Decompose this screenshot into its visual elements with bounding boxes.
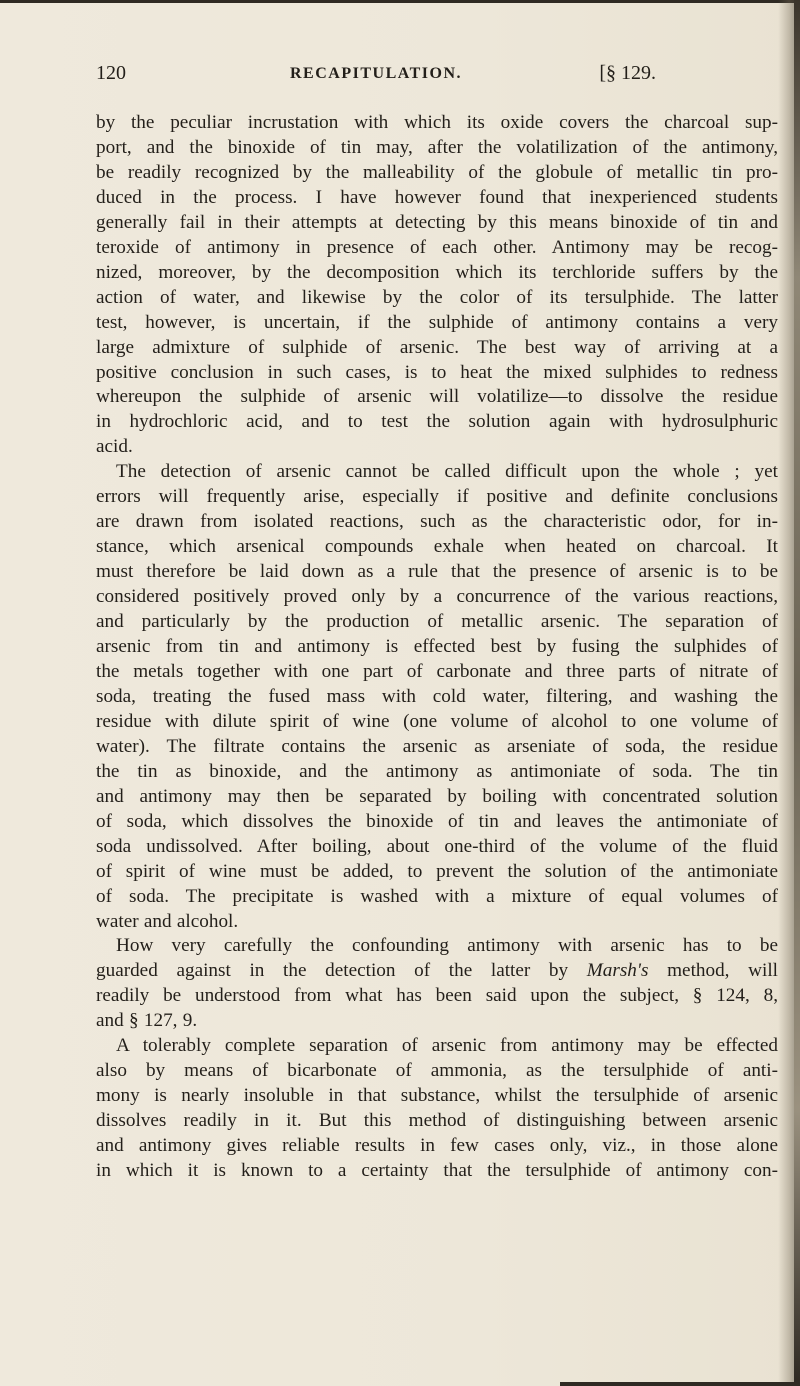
text-line: stance, which arsenical compounds exhale when heated on charcoal. It bbox=[96, 536, 778, 558]
text-line: considered positively proved only by a concurrence of the various reactions, bbox=[96, 586, 778, 608]
text-line: action of water, and likewise by the color of its tersulphide. The latter bbox=[96, 286, 778, 308]
text-line: errors will frequently arise, especially if positive and definite conclusions bbox=[96, 486, 778, 508]
page-edge-spine bbox=[794, 0, 800, 1386]
text-line: A tolerably complete separation of arsenic from antimony may be effected bbox=[116, 1035, 778, 1057]
text-line: of soda. The precipitate is washed with a mixture of equal volumes of bbox=[96, 885, 778, 907]
text-line: are drawn from isolated reactions, such as the characteristic odor, for in- bbox=[96, 511, 778, 533]
text-line: of soda, which dissolves the binoxide of tin and leaves the antimoniate of bbox=[96, 810, 778, 832]
text-line: residue with dilute spirit of wine (one volume of alcohol to one volume of bbox=[96, 710, 778, 732]
text-line: and § 127, 9. bbox=[96, 1010, 198, 1032]
text-line: whereupon the sulphide of arsenic will volatilize—to dissolve the residue bbox=[96, 386, 778, 408]
text-line: in which it is known to a certainty that the tersulphide of antimony con- bbox=[96, 1160, 778, 1182]
text-line: be readily recognized by the malleability of the globule of metallic tin pro- bbox=[96, 161, 778, 183]
text-line: the metals together with one part of carbonate and three parts of nitrate of bbox=[96, 660, 778, 682]
text-line: duced in the process. I have however found that inexperienced students bbox=[96, 186, 778, 208]
text-line: the tin as binoxide, and the antimony as antimoniate of soda. The tin bbox=[96, 760, 778, 782]
text-line: by the peculiar incrustation with which its oxide covers the charcoal sup- bbox=[96, 112, 778, 133]
bottom-edge-line bbox=[560, 1382, 800, 1386]
text-line: generally fail in their attempts at detecting by this means binoxide of tin and bbox=[96, 211, 778, 233]
text-line: water). The filtrate contains the arsenic as arseniate of soda, the residue bbox=[96, 735, 778, 757]
text-line: water and alcohol. bbox=[96, 910, 239, 932]
text-segment: guarded against in the detection of the latter by bbox=[96, 960, 587, 982]
text-line: How very carefully the confounding antimony with arsenic has to be bbox=[116, 935, 778, 957]
text-line: teroxide of antimony in presence of each other. Antimony may be recog- bbox=[96, 236, 778, 258]
text-line: positive conclusion in such cases, is to heat the mixed sulphides to redness bbox=[96, 361, 778, 383]
text-line bbox=[96, 959, 778, 984]
text-line: and particularly by the production of metallic arsenic. The separation of bbox=[96, 611, 778, 633]
text-line: must therefore be laid down as a rule that the presence of arsenic is to be bbox=[96, 561, 778, 583]
text-line: soda, treating the fused mass with cold water, filtering, and washing the bbox=[96, 685, 778, 707]
running-title: RECAPITULATION. bbox=[290, 65, 462, 82]
text-line: nized, moreover, by the decomposition which its terchloride suffers by the bbox=[96, 261, 778, 283]
text-line: soda undissolved. After boiling, about one-third of the volume of the fluid bbox=[96, 835, 778, 857]
text-line: large admixture of sulphide of arsenic. The best way of arriving at a bbox=[96, 336, 778, 358]
page-number: 120 bbox=[96, 62, 126, 84]
running-header bbox=[96, 62, 656, 92]
text-line: of spirit of wine must be added, to prevent the solution of the antimoniate bbox=[96, 860, 778, 882]
text-line: readily be understood from what has been said upon the subject, § 124, 8, bbox=[96, 985, 778, 1007]
section-reference: [§ 129. bbox=[599, 62, 656, 84]
body-text bbox=[96, 111, 778, 1184]
top-edge-line bbox=[0, 0, 800, 3]
italic-name: Marsh's bbox=[586, 960, 649, 982]
text-line: arsenic from tin and antimony is effected best by fusing the sulphides of bbox=[96, 636, 778, 658]
text-line: The detection of arsenic cannot be called difficult upon the whole ; yet bbox=[116, 461, 778, 483]
text-line: acid. bbox=[96, 436, 133, 458]
text-segment: method, will bbox=[648, 960, 778, 982]
text-line: mony is nearly insoluble in that substance, whilst the tersulphide of arsenic bbox=[96, 1085, 778, 1107]
text-line: port, and the binoxide of tin may, after the volatilization of the antimony, bbox=[96, 136, 778, 158]
text-line: test, however, is uncertain, if the sulphide of antimony contains a very bbox=[96, 311, 778, 333]
text-line: and antimony may then be separated by boiling with concentrated solution bbox=[96, 785, 778, 807]
text-line: also by means of bicarbonate of ammonia, as the tersulphide of anti- bbox=[96, 1060, 778, 1082]
text-line: in hydrochloric acid, and to test the solution again with hydrosulphuric bbox=[96, 411, 778, 433]
text-line: dissolves readily in it. But this method of distinguishing between arsenic bbox=[96, 1110, 778, 1132]
text-line: and antimony gives reliable results in few cases only, viz., in those alone bbox=[96, 1135, 778, 1157]
